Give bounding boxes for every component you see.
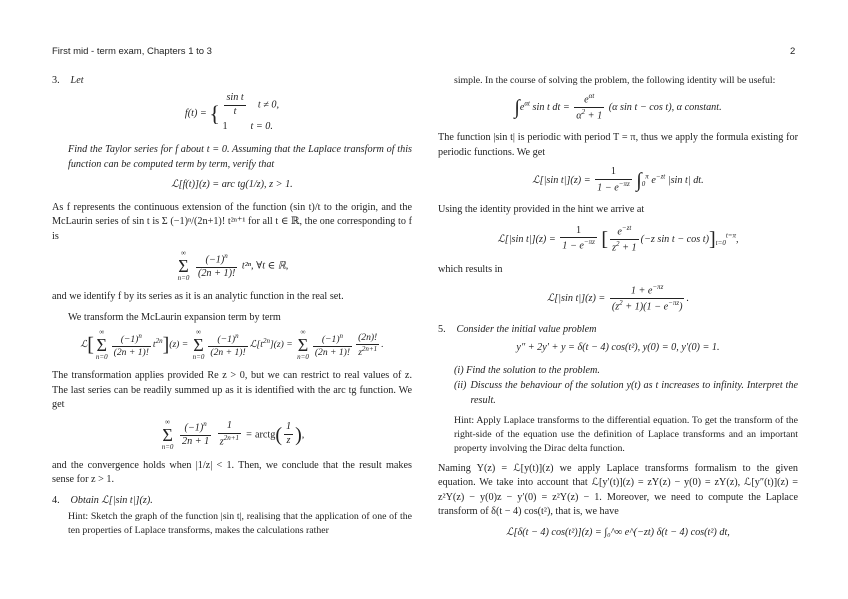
equation-identity: $\int e^{\alpha t}$ sin t dt = $\frac{e^{\alpha t}}{\alpha^2 + 1}$ (α sin t − cos t), α constant. — [514, 91, 722, 122]
paragraph-convergence: and the convergence holds when |1/z| < 1. Then, we conclude that the result makes sense for z > 1. — [52, 459, 412, 486]
series-tail: t²ⁿ, ∀t ∈ ℝ, — [241, 260, 289, 272]
question-5-part-ii-label: (ii) — [454, 380, 467, 392]
paragraph-transform: We transform the McLaurin expansion term by term — [68, 311, 281, 323]
identity-rhs: (α sin t − cos t), α constant. — [608, 101, 722, 113]
question-4-text: Obtain ℒ[|sin t|](z). — [70, 494, 153, 506]
paragraph-results-in: which results in — [438, 263, 503, 275]
question-3-number: 3. — [52, 75, 60, 86]
paragraph-laplace-formalism: Naming Y(z) = ℒ[y(t)](z) we apply Laplace transforms formalism to the given equation. We take into account that ℒ[y′(t)](z) = zY(z) − y(0) = zY(z), ℒ[y″(t)](z) = z²Y(z) − y(0)z − y′(0) = z²Y(z) − 1. Moreover, we need to compute the Laplace transform of δ(t − 4) cos(t²), that is, we have — [438, 462, 798, 518]
paragraph-analytic: and we identify f by its series as it is an analytic function in the real set. — [52, 291, 344, 303]
page-number: 2 — [790, 46, 796, 57]
equation-term-by-term: ℒ[ ∞ Σ n=0 $\frac{(-1)^n}{(2n + 1)!}$ $t^{2n}](z)$ = ∞ Σ n=0 $\frac{(-1)^n}{(2n + 1)!}$ $ℒ[t^{2n}](z)$ = ∞ Σ n=0 $\frac{(-1)^n}{(2n + 1)!}$ $\frac{(2n)!}{z^{2n+1}}$ . — [80, 328, 384, 362]
question-3-let: Let — [70, 75, 84, 86]
question-5-part-i: (i) Find the solution to the problem. — [454, 364, 600, 376]
paragraph-mclaurin: As f represents the continuous extension of the function (sin t)/t to the origin, and the McLaurin series of sin t is Σ (−1)ⁿ/(2n+1)! t²ⁿ⁺¹ for all t ∈ ℝ, the one corresponding to f is — [52, 201, 412, 242]
hint-continuation: simple. In the course of solving the problem, the following identity will be useful: — [454, 75, 776, 86]
equation-periodic-formula: ℒ[|sin t|](z) = $\frac{1}{1 - e^{-\pi z}}$ $\int_0^\pi$ $e^{-zt}$ |sin t| dt. — [532, 166, 704, 194]
equation-claim: ℒ[f(t)](z) = arc tg(1/z), z > 1. — [171, 179, 293, 191]
question-5-part-ii: Discuss the behaviour of the solution y(t) as t increases to infinity. Interpret the result. — [470, 380, 798, 406]
left-column — [52, 74, 412, 544]
equation-ivp: y″ + 2y′ + y = δ(t − 4) cos(t²), y(0) = 0, y′(0) = 1. — [516, 342, 720, 354]
running-header-title: First mid - term exam, Chapters 1 to 3 — [52, 46, 212, 57]
equation-series-f: ∞ Σ n=0 $\frac{(-1)^n}{(2n + 1)!}$ t²ⁿ, ∀t ∈ ℝ, — [177, 249, 289, 283]
equation-delta-transform: ℒ[δ(t − 4) cos(t²)](z) = ∫₀^∞ e^(−zt) δ(t − 4) cos(t²) dt, — [506, 526, 730, 538]
equation-f-definition: f(t) = { $\frac{\text{sin t}}{t}$ t ≠ 0, 1 t = 0. — [184, 92, 280, 132]
question-3-prompt: Find the Taylor series for f about t = 0. Assuming that the Laplace transform of this function can be computed term by term, verify that — [68, 144, 412, 170]
paragraph-using-identity: Using the identity provided in the hint we arrive at — [438, 204, 645, 216]
equation-evaluated: ℒ[|sin t|](z) = $\frac{1}{1 - e^{-\pi z}}$ [ $\frac{e^{-zt}}{z^2 + 1}$ (−z $\sin t - \cos t)]_{t=0}^{t=\pi}$, — [497, 223, 739, 254]
equation-result: ℒ[|sin t|](z) = $\frac{1 + e^{-\pi z}}{(z^2 + 1)(1 - e^{-\pi z})}$ . — [546, 283, 690, 313]
question-4-number: 4. — [52, 494, 60, 506]
question-4-hint: Hint: Sketch the graph of the function |sin t|, realising that the application of one of the ten properties of Laplace transforms, makes the calculations rather — [68, 511, 412, 536]
right-column — [438, 74, 798, 548]
paragraph-periodic: The function |sin t| is periodic with period T = π, thus we apply the formula existing for periodic functions. We get — [438, 132, 798, 158]
question-5-hint: Hint: Apply Laplace transforms to the differential equation. To get the transform of the right-side of the equation use the definition of Laplace transforms and an important property involving the Dirac delta function. — [454, 415, 798, 454]
equation-arctg: ∞ Σ n=0 $\frac{(-1)^n}{2n + 1}$ $\frac{1}{z^{2n+1}}$ = arctg( $\frac{1}{z}$ ), — [161, 417, 305, 451]
paragraph-re-z: The transformation applies provided Re z > 0, but we can restrict to real values of z. The last series can be readily summed up as it is identified with the arc tg function. We get — [52, 370, 412, 411]
question-5-text: Consider the initial value problem — [456, 323, 597, 335]
question-5-number: 5. — [438, 323, 446, 335]
